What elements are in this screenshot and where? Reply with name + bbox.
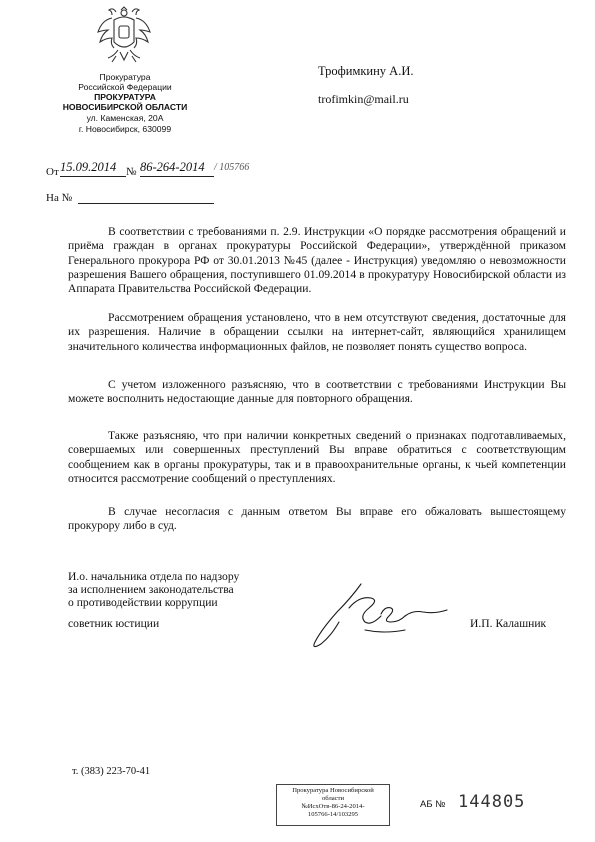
recipient-name: Трофимкину А.И. [318, 64, 414, 78]
outgoing-date: 15.09.2014 [60, 160, 117, 174]
letterhead-line-6: г. Новосибирск, 630099 [78, 124, 172, 134]
outgoing-number-underline [140, 176, 214, 177]
body-paragraph-3 [68, 378, 566, 407]
body-paragraph-1 [68, 225, 566, 296]
body-paragraph-1-text: В соответствии с требованиями п. 2.9. Инструкции «О порядке рассмотрения обращений и приёма граждан в органах прокуратуры Российской Федерации», утверждённой приказом Генерального прокурора РФ от 30.01.2013 №45 (далее - Инструкция) уведомляю о невозможности разрешения Вашего обращения, поступившего 01.09.2014 в прокуратуру Новосибирской области из Аппарата Правительства Российской Федерации. [68, 225, 566, 296]
double-headed-eagle-icon [96, 6, 152, 66]
registration-stamp [276, 784, 390, 826]
recipient-email[interactable]: trofimkin@mail.ru [318, 92, 409, 106]
incoming-label: На № [46, 192, 73, 204]
phone-number: т. (383) 223-70-41 [72, 766, 151, 777]
signer-name: И.П. Калашник [470, 617, 547, 630]
stamp-line-4: 105766-14/103295 [307, 811, 359, 818]
incoming-underline [78, 203, 214, 204]
letterhead-line-4: НОВОСИБИРСКОЙ ОБЛАСТИ [62, 102, 188, 112]
outgoing-from-label: От [46, 166, 59, 178]
body-paragraph-4-text: Также разъясняю, что при наличии конкретных сведений о признаках подготавливаемых, совершаемых или совершенных преступлений Вы вправе обратиться с соответствующим сообщением как в органы прокуратуры, так и в правоохранительные органы, к чьей компетенции относится рассмотрение сообщений о преступлениях. [68, 429, 566, 485]
outgoing-number-label: № [126, 166, 137, 178]
signer-position-line-1: И.о. начальника отдела по надзору [68, 570, 240, 583]
body-paragraph-2 [68, 311, 566, 354]
stamp-line-3: №ИсхОтв-86-24-2014- [301, 803, 365, 810]
letterhead-line-1: Прокуратура [99, 72, 151, 82]
outgoing-number: 86-264-2014 [140, 160, 205, 174]
body-paragraph-5-text: В случае несогласия с данным ответом Вы вправе его обжаловать вышестоящему прокурору либо в суд. [68, 505, 566, 533]
outgoing-date-underline [60, 176, 126, 177]
handwritten-signature [305, 578, 455, 650]
stamp-line-1: Прокуратура Новосибирской [292, 787, 374, 794]
letterhead-line-3: ПРОКУРАТУРА [94, 92, 156, 102]
body-paragraph-2-text: Рассмотрением обращения установлено, что в нем отсутствуют сведения, достаточные для их разрешения. Наличие в обращении ссылки на интернет-сайт, являющийся хранилищем значительного количества информационных файлов, не позволяет понять существо вопроса. [68, 311, 566, 353]
signer-position-line-3: о противодействии коррупции [68, 596, 218, 609]
body-paragraph-4 [68, 429, 566, 486]
body-paragraph-3-text: С учетом изложенного разъясняю, что в соответствии с требованиями Инструкции Вы можете восполнить недостающие данные для повторного обращения. [68, 378, 566, 406]
body-paragraph-5 [68, 505, 566, 534]
signer-position-line-2: за исполнением законодательства [68, 583, 234, 596]
outgoing-handwritten-suffix: / 105766 [214, 162, 250, 173]
stamp-line-2: области [321, 795, 345, 802]
ab-label: АБ № [420, 799, 446, 810]
letterhead-line-5: ул. Каменская, 20А [86, 113, 164, 123]
letterhead-line-2: Российской Федерации [78, 82, 172, 92]
ab-number: 144805 [458, 792, 526, 812]
signer-rank: советник юстиции [68, 617, 160, 630]
